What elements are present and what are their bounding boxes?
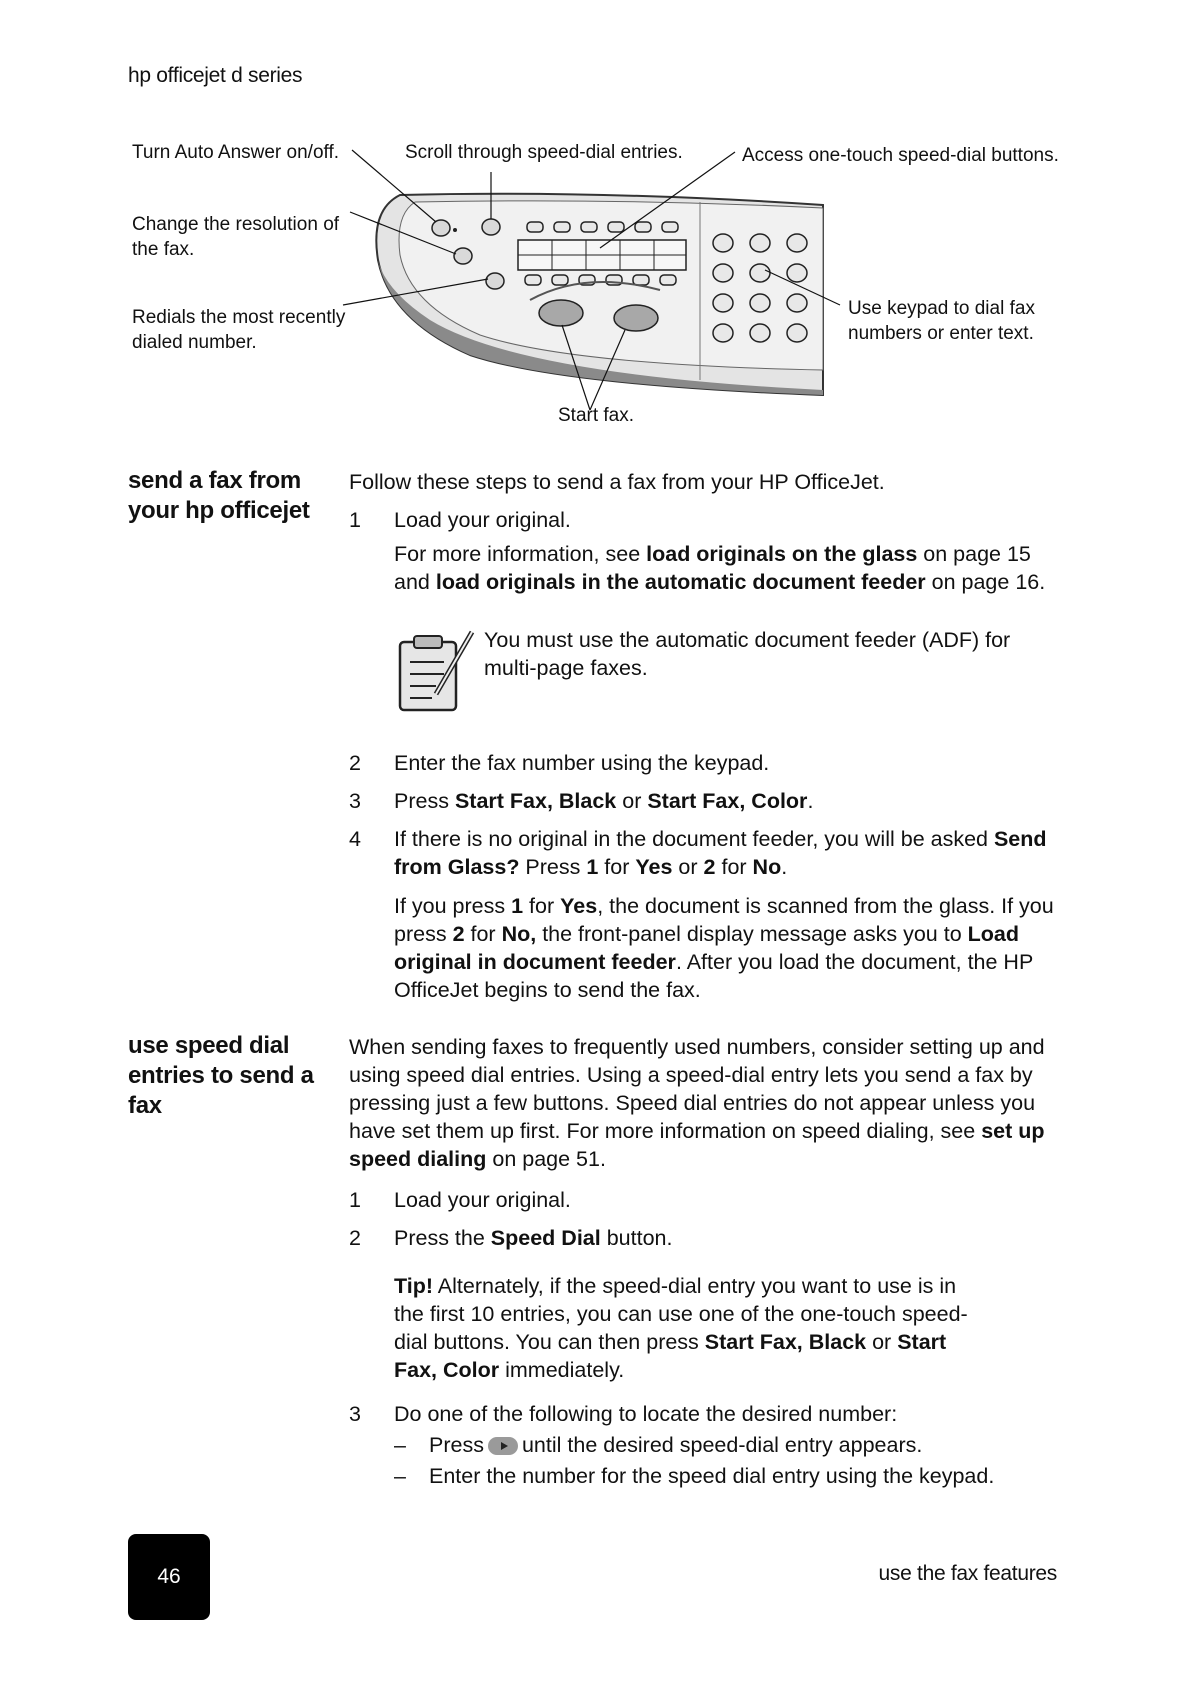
callout-scroll: Scroll through speed-dial entries. (405, 142, 683, 163)
callout-one-touch: Access one-touch speed-dial buttons. (742, 145, 1059, 166)
scroll-arrow-button-icon (488, 1437, 518, 1455)
callout-resolution-line1: Change the resolution of (132, 214, 340, 235)
section1-step-1-more-info: For more information, see load originals on the glass on page 15 and load originals in the automatic document feeder on page 16. (394, 542, 1046, 594)
section2-step-3: 3 Do one of the following to locate the desired number: (349, 1402, 898, 1426)
callout-start-fax: Start fax. (558, 405, 635, 426)
callout-keypad-line2: numbers or enter text. (848, 323, 1034, 344)
tip-label: Tip! (394, 1274, 434, 1298)
step-number: 1 (349, 508, 361, 532)
section2-intro: When sending faxes to frequently used numbers, consider setting up and using speed dial entries. Using a speed-dial entry lets you send a fax by pressing just a few buttons. Speed dial entries do not appear unless you have set them up first. For more information on speed dialing, see set up speed dialing on page 51. (349, 1035, 1045, 1171)
section2-step-1: 1 Load your original. (349, 1188, 571, 1212)
page-number: 46 (128, 1534, 210, 1620)
link-load-originals-glass: load originals on the glass (646, 542, 918, 566)
start-fax-color-label: Start Fax, Color (647, 789, 808, 813)
section1-step-4-more: If you press 1 for Yes, the document is scanned from the glass. If you press 2 for No, the front-panel display message asks you to Load original in document feeder. After you load the document, the HP OfficeJet begins to send the fax. (394, 894, 1054, 1002)
section2-step-2: 2 Press the Speed Dial button. (349, 1226, 673, 1250)
callout-redial-line2: dialed number. (132, 332, 257, 353)
section1-step-1 (349, 506, 1059, 534)
chapter-footer: use the fax features (878, 1562, 1057, 1585)
section-heading-send-fax: send a fax from your hp officejet (128, 467, 310, 524)
link-set-up-speed-dialing: set up speed dialing (349, 1119, 1045, 1171)
start-fax-black-label: Start Fax, Black (454, 789, 617, 813)
callout-resolution-line2: the fax. (132, 239, 195, 260)
section1-intro: Follow these steps to send a fax from your HP OfficeJet. (349, 470, 885, 494)
bullet-enter-number: – Enter the number for the speed dial entry using the keypad. (394, 1464, 995, 1488)
speed-dial-label: Speed Dial (490, 1226, 601, 1250)
note-icon (396, 628, 478, 716)
callout-redial-line1: Redials the most recently (132, 307, 346, 328)
section-heading-speed-dial: use speed dial entries to send a fax (128, 1032, 314, 1119)
link-load-originals-adf: load originals in the automatic document feeder (435, 570, 926, 594)
section1-step-4: 4 If there is no original in the document feeder, you will be asked Send from Glass? Press 1 for Yes or 2 for No. (349, 827, 1047, 879)
note-text: You must use the automatic document feeder (ADF) for multi-page faxes. (484, 628, 1011, 680)
callout-keypad-line1: Use keypad to dial fax (848, 298, 1035, 319)
section1-step-2: 2 Enter the fax number using the keypad. (349, 751, 770, 775)
step-text: Load your original. (394, 508, 571, 532)
tip-text: Tip! Alternately, if the speed-dial entry you want to use is in the first 10 entries, you can use one of the one-touch speed-dial buttons. You can then press Start Fax, Black or Start Fax, Color immediately. (394, 1274, 968, 1382)
bullet-press-scroll: – Press until the desired speed-dial entry appears. (394, 1433, 923, 1457)
callout-auto-answer: Turn Auto Answer on/off. (132, 142, 340, 163)
section1-step-3: 3 Press Start Fax, Black or Start Fax, Color. (349, 789, 814, 813)
running-header: hp officejet d series (128, 64, 303, 87)
